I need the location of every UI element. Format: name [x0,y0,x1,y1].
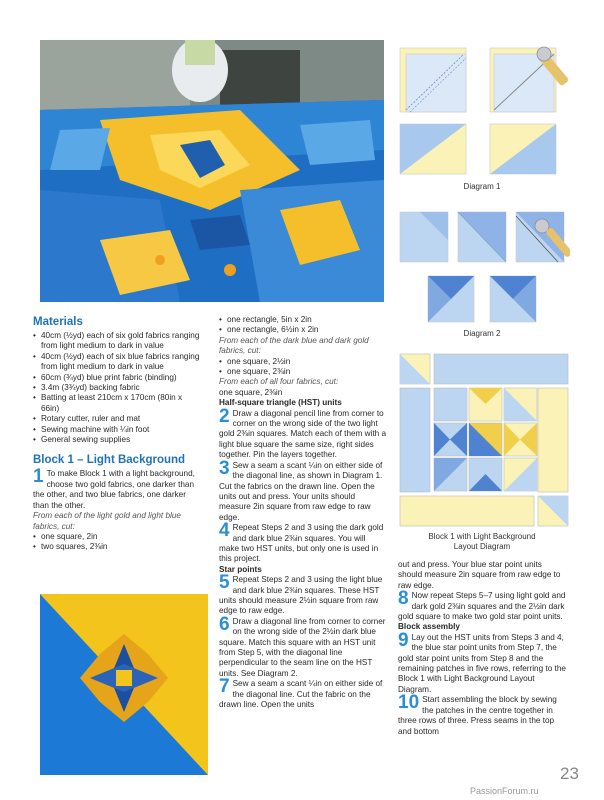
list-item: • Sewing machine with ¼in foot [33,425,201,435]
step-number: 4 [219,520,230,542]
layout-caption-line-2: Layout Diagram [453,542,511,551]
step-text: Repeat Steps 2 and 3 using the dark gold and dark blue 2⅜in squares. You will make two HST units, but only one is used in this project. [219,523,384,564]
layout-diagram-illustration [398,352,570,528]
list-item: • one rectangle, 5in x 2in [219,315,387,325]
step-text: Now repeat Steps 5–7 using light gold and dark gold 2⅜in squares and the 2½in dark gold square to make two gold star point units. [398,591,566,622]
list-item: • Rotary cutter, ruler and mat [33,414,201,424]
step-number: 7 [219,676,230,698]
step-number: 8 [398,588,409,610]
column-1 [33,315,201,553]
step-3 [219,457,387,523]
block-assembly-heading: Block assembly [398,622,460,632]
cut-note: From each of the light gold and light blue fabrics, cut: [33,511,181,531]
step-5 [219,572,387,617]
cut-note: From each of all four fabrics, cut: [219,377,339,387]
diagram-1 [398,44,570,179]
step-9 [398,629,568,695]
step-text: Draw a diagonal line from corner to corner on the wrong side of the 2½in dark blue square. Match this square with an HST unit from Step 5, with the diagonal line perpendicular to the seam line on the HST units. See Diagram 2. [219,616,386,678]
list-item: • one square, 2½in [219,357,387,367]
step-7-continued: out and press. Your blue star point units should measure 2in square from raw edge to raw edge. [398,560,561,590]
step-number: 9 [398,629,409,651]
watermark: PassionForum.ru [470,786,539,796]
diagram-2 [398,210,570,326]
list-item: • 3.4m (3¾yd) backing fabric [33,383,201,393]
list-item: • one rectangle, 6½in x 2in [219,325,387,335]
block-photo-illustration [40,594,208,775]
diagram-2-illustration [398,210,570,326]
block1-heading: Block 1 – Light Background [33,454,186,467]
step-text: Start assembling the block by sewing the patches in the centre together in three rows of three. Press seams in the top and bottom [398,695,557,736]
diagram-1-caption: Diagram 1 [463,182,501,191]
step-4 [219,520,387,565]
list-item: • one square, 2⅜in [219,367,387,377]
materials-list [33,331,201,445]
list-item: • 40cm (½yd) each of six blue fabrics ranging from light medium to dark in value [33,352,201,373]
list-item: • General sewing supplies [33,435,201,445]
layout-diagram [398,352,570,528]
step-7 [219,676,387,710]
step-1 [33,466,201,511]
column-3 [398,560,568,737]
step-number: 6 [219,613,230,635]
star-points-heading: Star points [219,564,262,574]
list-item: • one square, 2in [33,532,201,542]
hst-heading: Half-square triangle (HST) units [219,398,342,408]
step-text: Lay out the HST units from Steps 3 and 4, the blue star point units from Step 7, the gold star point units from Step 8 and the remaining patches in five rows, referring to the Block 1 with Light Background Layout Diagram. [398,632,566,694]
step-text: Sew a seam a scant ¼in on either side of the diagonal line. Cut the fabric on the drawn line. Open the units [219,679,383,710]
materials-heading: Materials [33,316,83,328]
layout-caption-line-1: Block 1 with Light Background [428,532,536,541]
step-number: 2 [219,405,230,427]
quilt-photo [40,40,384,302]
step-text: To make Block 1 with a light background, choose two gold fabrics, one darker than the other, and two blue fabrics, one darker than the other. [33,469,195,510]
step-8 [398,588,568,622]
step-number: 5 [219,572,230,594]
block-photo [40,594,208,775]
step-text: Draw a diagonal pencil line from corner to corner on the wrong side of the two light gold 2⅜in squares. Match each of them with a light blue square the same size, right sides together. Pin the layers together. [219,408,387,460]
page-number: 23 [560,764,579,783]
cut-note: From each of the dark blue and dark gold fabrics, cut: [219,335,369,356]
quilt-photo-illustration [40,40,384,302]
step-text: Sew a seam a scant ¼in on either side of the diagonal line, as shown in Diagram 1. Cut the fabrics on the drawn line. Open the units out and press. Your units should measure 2in square from raw edge to raw edge. [219,460,383,522]
list-item: • 40cm (½yd) each of six gold fabrics ranging from light medium to dark in value [33,331,201,352]
cut-line: one square, 2⅜in [219,387,283,397]
list-item: • Batting at least 210cm x 170cm (80in x 66in) [33,393,201,414]
column-2 [219,315,387,710]
step-text: Repeat Steps 2 and 3 using the light blue and dark blue 2⅜in squares. These HST units should measure 2½in square from raw edge to raw edge. [219,575,383,616]
step-number: 3 [219,457,230,479]
cut-list [219,315,387,336]
step-6 [219,613,387,679]
step-number: 1 [33,466,44,488]
step-10 [398,692,568,737]
list-item: • two squares, 2⅜in [33,542,201,552]
cut-list [33,532,201,553]
diagram-1-illustration [398,44,570,179]
diagram-2-caption: Diagram 2 [463,329,501,338]
layout-diagram-caption [410,532,554,552]
cut-list [219,357,387,378]
list-item: • 60cm (¾yd) blue print fabric (binding) [33,373,201,383]
step-2 [219,405,387,461]
step-number: 10 [398,692,420,714]
